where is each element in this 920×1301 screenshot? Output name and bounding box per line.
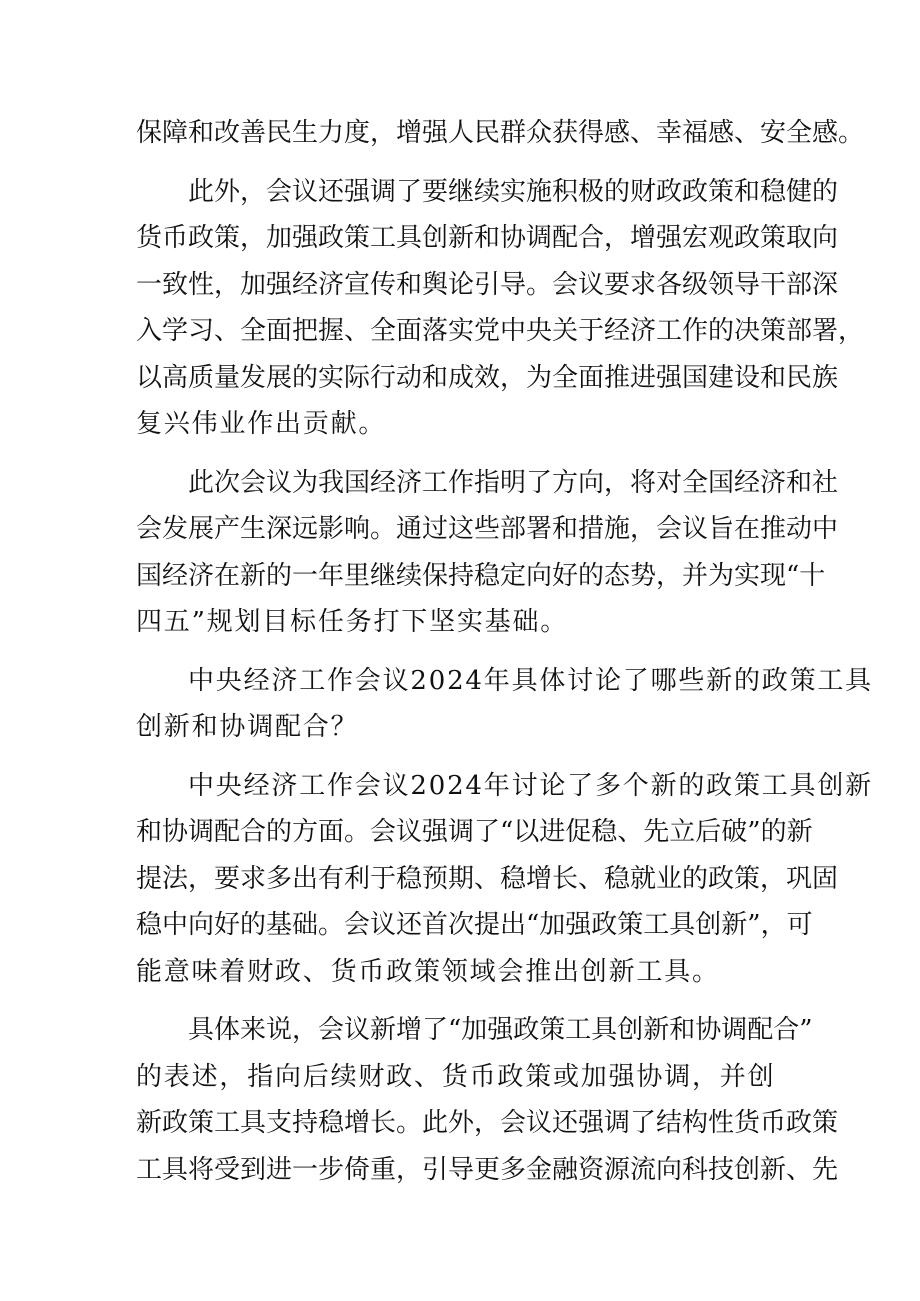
text-line: 会发展产生深远影响。通过这些部署和措施，会议旨在推动中 [136,514,839,544]
text-line: 提法，要求多出有利于稳预期、稳增长、稳就业的政策，巩固 [136,863,839,894]
text-line: 的表述，指向后续财政、货币政策或加强协调，并创 [136,1061,776,1092]
text-line: 新政策工具支持稳增长。此外，会议还强调了结构性货币政策 [136,1108,839,1138]
paragraph-gap [136,157,796,169]
text-line: 复兴伟业作出贡献。 [136,409,387,439]
text-line: 此外，会议还强调了要继续实施积极的财政政策和稳健的 [188,176,839,207]
text-line: 创新和协调配合？ [136,712,359,742]
paragraph-gap [136,646,796,658]
text-line: 四五”规划目标任务打下坚实基础。 [136,607,569,637]
text-line: 入学习、全面把握、全面落实党中央关于经济工作的决策部署， [136,316,865,346]
document-body [136,110,873,1193]
text-line: 中央经济工作会议2024年讨论了多个新的政策工具创新 [188,770,873,801]
text-line: 中央经济工作会议2024年具体讨论了哪些新的政策工具 [188,665,873,696]
text-line: 保障和改善民生力度，增强人民群众获得感、幸福感、安全感。 [136,118,865,148]
paragraph [136,169,865,448]
text-line: 国经济在新的一年里继续保持稳定向好的态势，并为实现“十 [136,560,826,591]
text-line: 具体来说，会议新增了“加强政策工具创新和协调配合” [188,1015,813,1045]
paragraph [136,110,865,157]
text-line: 货币政策，加强政策工具创新和协调配合，增强宏观政策取向 [136,223,839,253]
text-line: 以高质量发展的实际行动和成效，为全面推进强国建设和民族 [136,362,839,393]
text-line: 一致性，加强经济宣传和舆论引导。会议要求各级领导干部深 [136,269,839,300]
paragraph [136,763,873,996]
paragraph-gap [136,995,796,1007]
text-line: 能意味着财政、货币政策领域会推出创新工具。 [136,956,720,987]
text-line: 和协调配合的方面。会议强调了“以进促稳、先立后破”的新 [136,817,813,847]
text-line: 工具将受到进一步倚重，引导更多金融资源流向科技创新、先 [136,1154,839,1185]
paragraph-gap [136,448,796,460]
paragraph [136,658,873,751]
paragraph-gap [136,751,796,763]
text-line: 此次会议为我国经济工作指明了方向，将对全国经济和社 [188,467,839,498]
paragraph [136,460,839,646]
text-line: 稳中向好的基础。会议还首次提出“加强政策工具创新”，可 [136,910,813,940]
paragraph [136,1007,839,1193]
